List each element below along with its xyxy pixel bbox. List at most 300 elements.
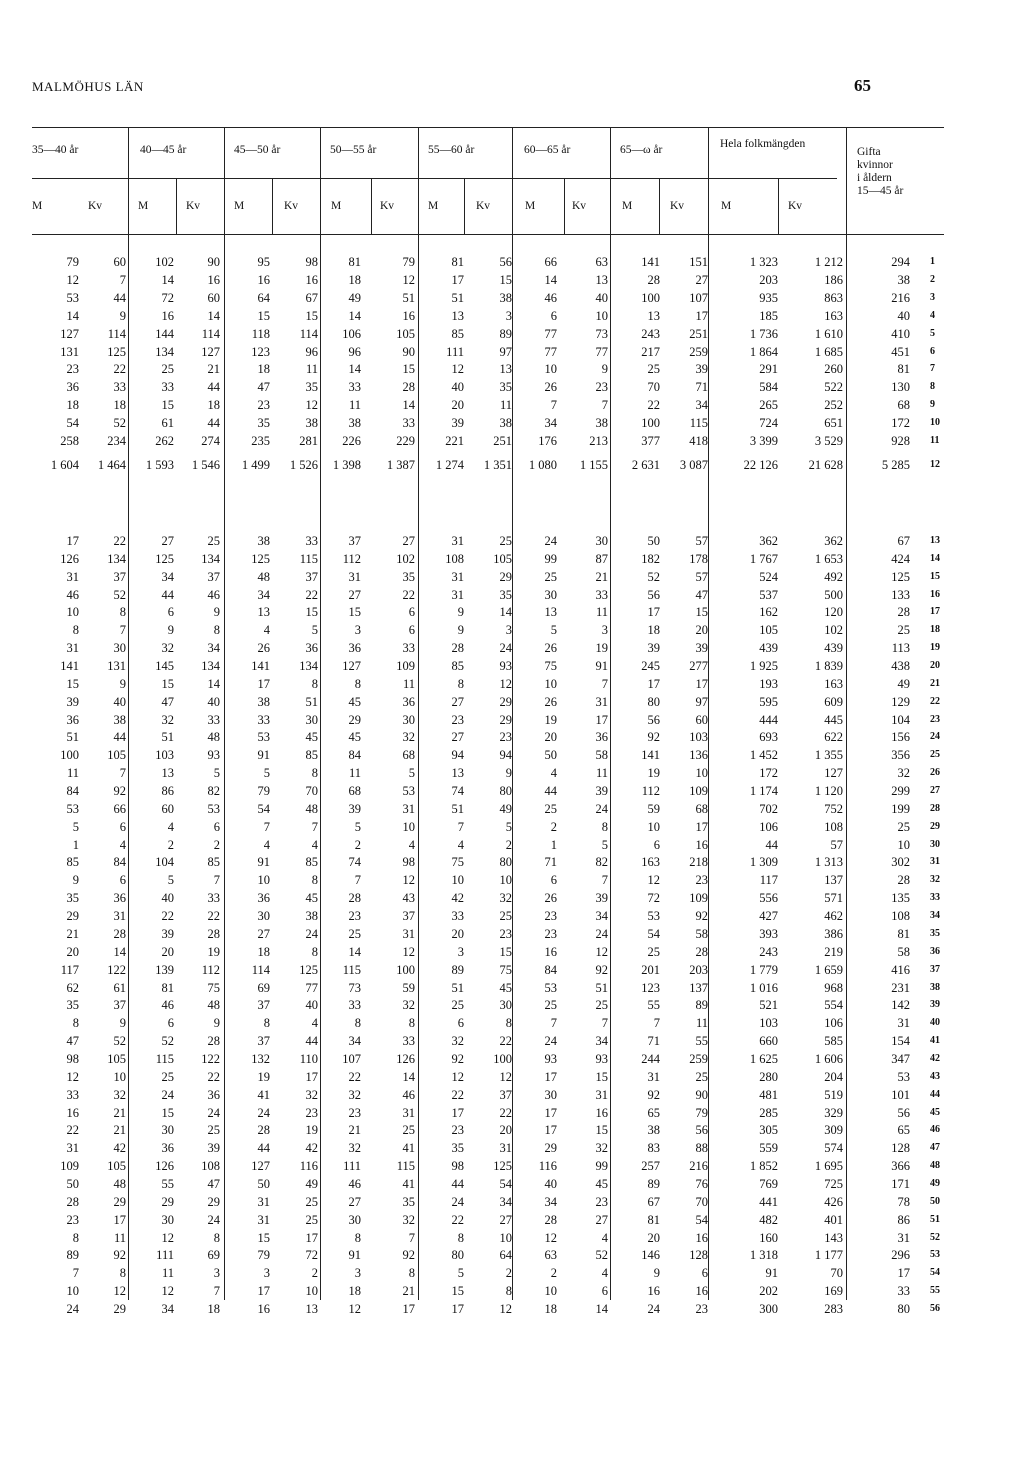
table-cell: 193 <box>759 676 778 691</box>
table-cell: 8 <box>72 1016 79 1031</box>
row-number: 19 <box>930 642 940 654</box>
table-cell: 21 <box>207 362 220 377</box>
subcolumn-separator <box>371 178 372 234</box>
table-cell: 29 <box>544 1141 557 1156</box>
table-cell: 585 <box>824 1034 843 1049</box>
table-cell: 305 <box>759 1123 778 1138</box>
table-cell: 19 <box>305 1123 318 1138</box>
table-cell: 1 852 <box>749 1159 778 1174</box>
table-cell: 72 <box>305 1248 318 1263</box>
table-cell: 125 <box>493 1159 512 1174</box>
table-cell: 85 <box>66 855 79 870</box>
table-cell: 67 <box>305 290 318 305</box>
table-cell: 17 <box>695 308 708 323</box>
table-cell: 46 <box>544 290 557 305</box>
table-cell: 120 <box>824 605 843 620</box>
table-cell: 30 <box>544 587 557 602</box>
table-cell: 91 <box>257 748 270 763</box>
table-cell: 33 <box>257 712 270 727</box>
table-cell: 26 <box>544 641 557 656</box>
row-number: 29 <box>930 820 940 832</box>
table-cell: 3 <box>601 623 608 638</box>
table-cell: 97 <box>695 694 708 709</box>
table-cell: 17 <box>544 1105 557 1120</box>
table-cell: 16 <box>544 944 557 959</box>
table-cell: 21 <box>348 1123 361 1138</box>
table-cell: 33 <box>402 641 415 656</box>
table-cell: 40 <box>897 308 910 323</box>
table-cell: 100 <box>396 962 415 977</box>
table-cell: 329 <box>824 1105 843 1120</box>
table-cell: 51 <box>161 730 174 745</box>
table-cell: 16 <box>66 1105 79 1120</box>
table-cell: 78 <box>897 1194 910 1209</box>
table-cell: 201 <box>641 962 660 977</box>
table-cell: 94 <box>451 748 464 763</box>
table-cell: 35 <box>66 891 79 906</box>
row-number: 12 <box>930 459 940 470</box>
table-cell: 25 <box>305 1194 318 1209</box>
table-cell: 280 <box>759 1069 778 1084</box>
table-cell: 38 <box>257 694 270 709</box>
table-cell: 90 <box>695 1087 708 1102</box>
table-cell: 75 <box>499 962 512 977</box>
table-cell: 283 <box>824 1301 843 1316</box>
table-cell: 185 <box>759 308 778 323</box>
table-cell: 176 <box>538 434 557 448</box>
table-cell: 36 <box>207 1087 220 1102</box>
table-cell: 111 <box>156 1248 174 1263</box>
column-group-header: 65—ω år <box>620 144 663 156</box>
table-cell: 3 <box>457 944 464 959</box>
table-cell: 13 <box>451 308 464 323</box>
table-cell: 32 <box>305 1087 318 1102</box>
table-cell: 38 <box>595 416 608 431</box>
table-cell: 16 <box>161 308 174 323</box>
table-cell: 8 <box>311 944 318 959</box>
table-cell: 17 <box>544 1069 557 1084</box>
table-cell: 81 <box>161 980 174 995</box>
table-cell: 18 <box>544 1301 557 1316</box>
table-cell: 25 <box>897 623 910 638</box>
table-cell: 3 399 <box>749 434 778 448</box>
table-cell: 23 <box>499 926 512 941</box>
table-cell: 17 <box>402 1301 415 1316</box>
table-cell: 252 <box>824 398 843 413</box>
row-number: 32 <box>930 874 940 886</box>
table-cell: 16 <box>695 837 708 852</box>
table-cell: 126 <box>60 551 79 566</box>
table-cell: 7 <box>119 623 126 638</box>
table-cell: 85 <box>207 855 220 870</box>
table-cell: 141 <box>641 748 660 763</box>
table-cell: 18 <box>113 398 126 413</box>
table-cell: 2 <box>354 837 361 852</box>
table-cell: 1 695 <box>814 1159 843 1174</box>
table-cell: 36 <box>113 891 126 906</box>
table-cell: 362 <box>824 534 843 548</box>
table-cell: 53 <box>402 784 415 799</box>
table-cell: 9 <box>213 605 220 620</box>
table-cell: 9 <box>653 1266 660 1281</box>
total-cell: 1 274 <box>435 458 464 472</box>
table-cell: 106 <box>759 819 778 834</box>
table-cell: 35 <box>402 569 415 584</box>
table-cell: 22 <box>499 1105 512 1120</box>
table-cell: 46 <box>207 587 220 602</box>
table-cell: 33 <box>348 998 361 1013</box>
table-cell: 362 <box>759 534 778 548</box>
table-cell: 32 <box>451 1034 464 1049</box>
table-cell: 134 <box>155 344 174 359</box>
table-cell: 33 <box>451 909 464 924</box>
table-cell: 202 <box>759 1284 778 1299</box>
table-cell: 7 <box>354 873 361 888</box>
table-cell: 40 <box>161 891 174 906</box>
table-cell: 40 <box>451 380 464 395</box>
table-cell: 65 <box>647 1105 660 1120</box>
table-cell: 52 <box>113 587 126 602</box>
table-cell: 92 <box>695 909 708 924</box>
table-cell: 41 <box>257 1087 270 1102</box>
table-cell: 53 <box>544 980 557 995</box>
table-cell: 45 <box>348 694 361 709</box>
table-cell: 52 <box>595 1248 608 1263</box>
table-cell: 84 <box>348 748 361 763</box>
total-cell: 2 631 <box>631 458 660 472</box>
table-cell: 24 <box>647 1301 660 1316</box>
table-cell: 51 <box>66 730 79 745</box>
table-cell: 1 120 <box>814 784 843 799</box>
table-cell: 37 <box>402 909 415 924</box>
table-cell: 11 <box>695 1016 708 1031</box>
table-cell: 14 <box>348 308 361 323</box>
table-cell: 294 <box>891 255 910 269</box>
table-cell: 118 <box>251 326 270 341</box>
table-cell: 4 <box>408 837 415 852</box>
table-cell: 20 <box>544 730 557 745</box>
table-cell: 31 <box>897 1016 910 1031</box>
table-cell: 57 <box>695 534 708 548</box>
row-number: 25 <box>930 749 940 761</box>
table-cell: 27 <box>348 587 361 602</box>
table-cell: 105 <box>107 1159 126 1174</box>
table-cell: 33 <box>113 380 126 395</box>
table-cell: 11 <box>348 398 361 413</box>
row-number: 49 <box>930 1177 940 1189</box>
table-cell: 98 <box>402 855 415 870</box>
table-cell: 114 <box>251 962 270 977</box>
table-cell: 51 <box>451 290 464 305</box>
table-cell: 91 <box>348 1248 361 1263</box>
table-cell: 366 <box>891 1159 910 1174</box>
table-cell: 1 174 <box>749 784 778 799</box>
sex-column-header: M <box>622 200 633 212</box>
table-cell: 1 313 <box>814 855 843 870</box>
table-cell: 9 <box>505 766 512 781</box>
table-cell: 29 <box>113 1194 126 1209</box>
table-cell: 21 <box>595 569 608 584</box>
table-cell: 116 <box>299 1159 318 1174</box>
table-cell: 25 <box>207 534 220 548</box>
table-cell: 126 <box>155 1159 174 1174</box>
table-cell: 17 <box>451 1105 464 1120</box>
table-cell: 33 <box>402 416 415 431</box>
table-cell: 125 <box>299 962 318 977</box>
table-cell: 262 <box>155 434 174 448</box>
table-cell: 6 <box>408 605 415 620</box>
table-cell: 80 <box>499 784 512 799</box>
table-cell: 1 318 <box>749 1248 778 1263</box>
table-cell: 24 <box>451 1194 464 1209</box>
table-cell: 11 <box>66 766 79 781</box>
table-cell: 92 <box>647 1087 660 1102</box>
row-number: 1 <box>930 256 935 267</box>
table-cell: 35 <box>305 380 318 395</box>
table-cell: 7 <box>601 676 608 691</box>
table-cell: 98 <box>451 1159 464 1174</box>
table-cell: 48 <box>207 730 220 745</box>
table-cell: 234 <box>107 434 126 448</box>
table-cell: 28 <box>897 605 910 620</box>
table-cell: 31 <box>402 926 415 941</box>
table-cell: 55 <box>161 1176 174 1191</box>
table-cell: 11 <box>595 605 608 620</box>
table-cell: 34 <box>161 569 174 584</box>
table-cell: 37 <box>257 998 270 1013</box>
table-cell: 274 <box>201 434 220 448</box>
table-cell: 127 <box>342 659 361 674</box>
table-cell: 299 <box>891 784 910 799</box>
table-cell: 5 <box>311 623 318 638</box>
table-cell: 99 <box>544 551 557 566</box>
table-cell: 68 <box>695 801 708 816</box>
table-cell: 178 <box>689 551 708 566</box>
table-cell: 15 <box>305 605 318 620</box>
table-cell: 401 <box>824 1212 843 1227</box>
table-cell: 12 <box>402 944 415 959</box>
table-cell: 22 <box>161 909 174 924</box>
table-cell: 49 <box>348 290 361 305</box>
table-cell: 5 <box>601 837 608 852</box>
table-cell: 27 <box>451 694 464 709</box>
row-number: 56 <box>930 1302 940 1314</box>
table-cell: 17 <box>257 676 270 691</box>
table-cell: 128 <box>689 1248 708 1263</box>
row-number: 26 <box>930 767 940 779</box>
sex-column-header: M <box>32 200 43 212</box>
table-cell: 492 <box>824 569 843 584</box>
table-cell: 439 <box>759 641 778 656</box>
table-cell: 144 <box>155 326 174 341</box>
sex-column-header: Kv <box>380 200 395 212</box>
table-cell: 31 <box>451 569 464 584</box>
table-cell: 14 <box>66 308 79 323</box>
table-cell: 33 <box>402 1034 415 1049</box>
table-cell: 519 <box>824 1087 843 1102</box>
table-cell: 23 <box>348 909 361 924</box>
table-cell: 8 <box>311 766 318 781</box>
table-cell: 14 <box>402 398 415 413</box>
table-cell: 462 <box>824 909 843 924</box>
total-cell: 22 126 <box>743 458 778 472</box>
table-cell: 39 <box>695 362 708 377</box>
table-cell: 114 <box>299 326 318 341</box>
table-cell: 50 <box>66 1176 79 1191</box>
table-cell: 11 <box>499 398 512 413</box>
table-cell: 26 <box>544 694 557 709</box>
table-cell: 10 <box>695 766 708 781</box>
table-cell: 10 <box>544 1284 557 1299</box>
table-cell: 38 <box>257 534 270 548</box>
table-cell: 26 <box>257 641 270 656</box>
table-cell: 14 <box>544 272 557 287</box>
table-cell: 3 <box>354 1266 361 1281</box>
sex-column-header: Kv <box>284 200 299 212</box>
table-cell: 21 <box>113 1105 126 1120</box>
table-cell: 19 <box>647 766 660 781</box>
table-cell: 25 <box>544 569 557 584</box>
table-cell: 9 <box>72 873 79 888</box>
table-cell: 53 <box>66 290 79 305</box>
table-cell: 80 <box>451 1248 464 1263</box>
table-cell: 45 <box>595 1176 608 1191</box>
table-cell: 57 <box>695 569 708 584</box>
table-cell: 2 <box>311 1266 318 1281</box>
table-cell: 4 <box>311 837 318 852</box>
table-cell: 51 <box>595 980 608 995</box>
table-cell: 127 <box>60 326 79 341</box>
total-cell: 1 351 <box>483 458 512 472</box>
table-cell: 16 <box>647 1284 660 1299</box>
table-cell: 52 <box>647 569 660 584</box>
table-cell: 36 <box>348 641 361 656</box>
table-cell: 72 <box>647 891 660 906</box>
table-cell: 21 <box>66 926 79 941</box>
table-cell: 45 <box>305 730 318 745</box>
table-cell: 134 <box>201 659 220 674</box>
table-cell: 2 <box>550 1266 557 1281</box>
table-cell: 42 <box>451 891 464 906</box>
table-cell: 145 <box>155 659 174 674</box>
table-cell: 4 <box>601 1266 608 1281</box>
table-cell: 44 <box>207 380 220 395</box>
table-cell: 1 736 <box>749 326 778 341</box>
total-cell: 1 155 <box>579 458 608 472</box>
table-cell: 31 <box>451 534 464 548</box>
table-cell: 47 <box>257 380 270 395</box>
row-number: 18 <box>930 624 940 636</box>
table-cell: 70 <box>830 1266 843 1281</box>
table-cell: 33 <box>207 712 220 727</box>
table-cell: 15 <box>595 1123 608 1138</box>
table-cell: 45 <box>305 891 318 906</box>
table-cell: 23 <box>499 730 512 745</box>
table-cell: 127 <box>824 766 843 781</box>
table-cell: 123 <box>641 980 660 995</box>
row-number: 37 <box>930 963 940 975</box>
table-cell: 5 <box>167 873 174 888</box>
table-cell: 48 <box>257 569 270 584</box>
table-cell: 111 <box>446 344 464 359</box>
table-cell: 12 <box>402 272 415 287</box>
table-cell: 481 <box>759 1087 778 1102</box>
table-cell: 35 <box>451 1141 464 1156</box>
table-cell: 13 <box>595 272 608 287</box>
table-cell: 82 <box>207 784 220 799</box>
table-cell: 13 <box>647 308 660 323</box>
table-cell: 37 <box>348 534 361 548</box>
table-cell: 15 <box>499 944 512 959</box>
table-cell: 5 <box>213 766 220 781</box>
table-cell: 46 <box>402 1087 415 1102</box>
total-cell: 1 080 <box>528 458 557 472</box>
table-cell: 300 <box>759 1301 778 1316</box>
table-cell: 22 <box>647 398 660 413</box>
table-cell: 40 <box>113 694 126 709</box>
table-cell: 22 <box>451 1212 464 1227</box>
table-cell: 257 <box>641 1159 660 1174</box>
table-cell: 137 <box>689 980 708 995</box>
table-cell: 34 <box>595 1034 608 1049</box>
table-cell: 25 <box>451 998 464 1013</box>
table-cell: 105 <box>493 551 512 566</box>
table-cell: 126 <box>396 1051 415 1066</box>
table-cell: 15 <box>161 1105 174 1120</box>
table-cell: 8 <box>72 1230 79 1245</box>
table-cell: 112 <box>641 784 660 799</box>
table-cell: 131 <box>60 344 79 359</box>
table-cell: 32 <box>348 1087 361 1102</box>
table-cell: 23 <box>595 380 608 395</box>
column-group-header: 40—45 år <box>140 144 187 156</box>
table-cell: 44 <box>544 784 557 799</box>
table-cell: 32 <box>499 891 512 906</box>
table-cell: 9 <box>167 623 174 638</box>
table-cell: 15 <box>161 398 174 413</box>
table-cell: 44 <box>257 1141 270 1156</box>
row-number: 15 <box>930 570 940 582</box>
table-cell: 76 <box>695 1176 708 1191</box>
table-cell: 8 <box>601 819 608 834</box>
table-cell: 17 <box>305 1230 318 1245</box>
table-cell: 42 <box>113 1141 126 1156</box>
column-separator <box>708 127 709 1300</box>
table-cell: 127 <box>251 1159 270 1174</box>
table-cell: 77 <box>544 344 557 359</box>
table-cell: 44 <box>305 1034 318 1049</box>
table-cell: 79 <box>257 784 270 799</box>
table-cell: 5 <box>72 819 79 834</box>
table-cell: 116 <box>538 1159 557 1174</box>
table-cell: 28 <box>451 641 464 656</box>
row-number: 51 <box>930 1213 940 1225</box>
table-cell: 439 <box>824 641 843 656</box>
table-cell: 277 <box>689 659 708 674</box>
table-cell: 1 925 <box>749 659 778 674</box>
row-number: 30 <box>930 838 940 850</box>
table-cell: 29 <box>207 1194 220 1209</box>
table-cell: 41 <box>402 1176 415 1191</box>
table-cell: 32 <box>595 1141 608 1156</box>
table-cell: 3 <box>354 623 361 638</box>
table-cell: 112 <box>342 551 361 566</box>
table-cell: 11 <box>113 1230 126 1245</box>
table-cell: 23 <box>544 926 557 941</box>
table-cell: 23 <box>257 398 270 413</box>
table-cell: 89 <box>695 998 708 1013</box>
table-cell: 595 <box>759 694 778 709</box>
